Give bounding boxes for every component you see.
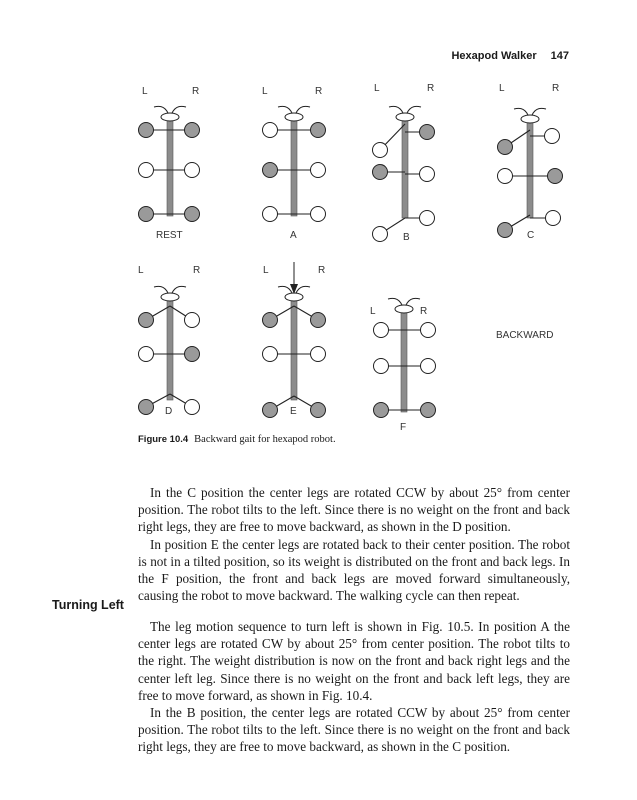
left-side-label: L xyxy=(499,83,505,94)
foot-circle xyxy=(263,207,278,222)
foot-circle xyxy=(373,227,388,242)
robot-body xyxy=(167,300,173,400)
right-feeler xyxy=(532,108,546,115)
turning-left-text xyxy=(138,618,570,756)
robot-body xyxy=(402,120,408,218)
paragraph: In position E the center legs are rotated back to their center position. The robot is not in a tilted position, so its weight is distributed on the front and back legs. In the F position, the front and back legs are moved forward simultaneously, causing the robot to move backward. The walking cycle can then repeat. xyxy=(138,536,570,604)
foot-circle xyxy=(263,347,278,362)
foot-circle xyxy=(139,400,154,415)
left-feeler xyxy=(278,106,292,113)
left-feeler xyxy=(388,298,402,305)
right-side-label: R xyxy=(427,83,435,94)
gait-panel xyxy=(262,86,326,241)
foot-circle xyxy=(548,169,563,184)
robot-head xyxy=(285,293,303,301)
foot-circle xyxy=(421,359,436,374)
foot-circle xyxy=(420,211,435,226)
foot-circle xyxy=(498,223,513,238)
robot-body xyxy=(167,120,173,216)
right-side-label: R xyxy=(318,265,326,276)
left-side-label: L xyxy=(263,265,269,276)
right-side-label: R xyxy=(420,306,428,317)
foot-circle xyxy=(311,403,326,418)
foot-circle xyxy=(185,400,200,415)
foot-circle xyxy=(420,167,435,182)
foot-circle xyxy=(373,143,388,158)
foot-circle xyxy=(263,403,278,418)
paragraph: In the C position the center legs are rotated CCW by about 25° from center position. The robot tilts to the left. Since there is no weight on the front and back right legs, they are free to move backward, as shown in the D position. xyxy=(138,485,570,535)
foot-circle xyxy=(311,313,326,328)
right-feeler xyxy=(296,106,310,113)
foot-circle xyxy=(498,140,513,155)
left-feeler xyxy=(389,106,403,113)
foot-circle xyxy=(139,313,154,328)
foot-circle xyxy=(263,123,278,138)
section-heading: Turning Left xyxy=(52,598,124,612)
left-feeler xyxy=(154,106,168,113)
robot-head xyxy=(395,305,413,313)
robot-head xyxy=(161,293,179,301)
foot-circle xyxy=(374,359,389,374)
right-side-label: R xyxy=(193,265,201,276)
robot-body xyxy=(291,300,297,400)
foot-circle xyxy=(311,163,326,178)
panel-label: D xyxy=(165,406,173,417)
panel-label: E xyxy=(290,406,297,417)
foot-circle xyxy=(498,169,513,184)
foot-circle xyxy=(139,163,154,178)
gait-panel xyxy=(138,265,200,417)
foot-circle xyxy=(263,163,278,178)
paragraph: The leg motion sequence to turn left is shown in Fig. 10.5. In position A the center legs are rotated CW by about 25° from center position. The robot tilts to the right. The weight distribution is now on the front and back right legs and the center left leg. Since there is no weight on the front and back left legs, they are free to move forward, as shown in Fig. 10.4. xyxy=(138,619,570,703)
foot-circle xyxy=(311,123,326,138)
foot-circle xyxy=(373,165,388,180)
panel-label: B xyxy=(403,232,410,243)
foot-circle xyxy=(185,347,200,362)
panel-label: F xyxy=(400,422,407,433)
right-side-label: R xyxy=(192,86,200,97)
paragraph: In the B position, the center legs are rotated CCW by about 25° from center position. The robot tilts to the left. Since there is no weight on the front and back right legs, they are free to move backward, as shown in the C position. xyxy=(138,705,570,755)
robot-head xyxy=(285,113,303,121)
foot-circle xyxy=(421,403,436,418)
figure-number: Figure 10.4 xyxy=(138,434,189,445)
panel-label: A xyxy=(290,230,297,241)
robot-head xyxy=(161,113,179,121)
page-number: 147 xyxy=(550,50,569,62)
foot-circle xyxy=(185,163,200,178)
figure-caption-text: Backward gait for hexapod robot. xyxy=(194,434,336,445)
left-side-label: L xyxy=(138,265,144,276)
figure-caption xyxy=(138,434,336,445)
left-side-label: L xyxy=(262,86,268,97)
foot-circle xyxy=(420,125,435,140)
left-feeler xyxy=(278,286,292,293)
left-side-label: L xyxy=(142,86,148,97)
right-feeler xyxy=(296,286,310,293)
foot-circle xyxy=(139,347,154,362)
foot-circle xyxy=(374,403,389,418)
panel-label: REST xyxy=(156,230,183,241)
robot-body xyxy=(291,120,297,216)
right-feeler xyxy=(172,286,186,293)
backward-gait-text xyxy=(138,484,570,604)
gait-panel xyxy=(370,298,436,433)
left-side-label: L xyxy=(374,83,380,94)
right-side-label: R xyxy=(315,86,323,97)
right-feeler xyxy=(172,106,186,113)
foot-circle xyxy=(311,347,326,362)
foot-circle xyxy=(263,313,278,328)
foot-circle xyxy=(546,211,561,226)
foot-circle xyxy=(185,123,200,138)
left-side-label: L xyxy=(370,306,376,317)
left-feeler xyxy=(154,286,168,293)
foot-circle xyxy=(139,207,154,222)
foot-circle xyxy=(185,313,200,328)
gait-panel xyxy=(139,86,200,241)
gait-panel xyxy=(498,83,563,241)
foot-circle xyxy=(545,129,560,144)
foot-circle xyxy=(311,207,326,222)
right-feeler xyxy=(407,106,421,113)
right-side-label: R xyxy=(552,83,560,94)
foot-circle xyxy=(421,323,436,338)
backward-label: BACKWARD xyxy=(496,330,554,341)
right-feeler xyxy=(406,298,420,305)
left-feeler xyxy=(514,108,528,115)
robot-head xyxy=(521,115,539,123)
foot-circle xyxy=(139,123,154,138)
running-header-title: Hexapod Walker xyxy=(451,50,537,62)
panel-label: C xyxy=(527,230,535,241)
foot-circle xyxy=(185,207,200,222)
gait-panel xyxy=(373,83,435,243)
robot-body xyxy=(401,312,407,412)
robot-head xyxy=(396,113,414,121)
foot-circle xyxy=(374,323,389,338)
